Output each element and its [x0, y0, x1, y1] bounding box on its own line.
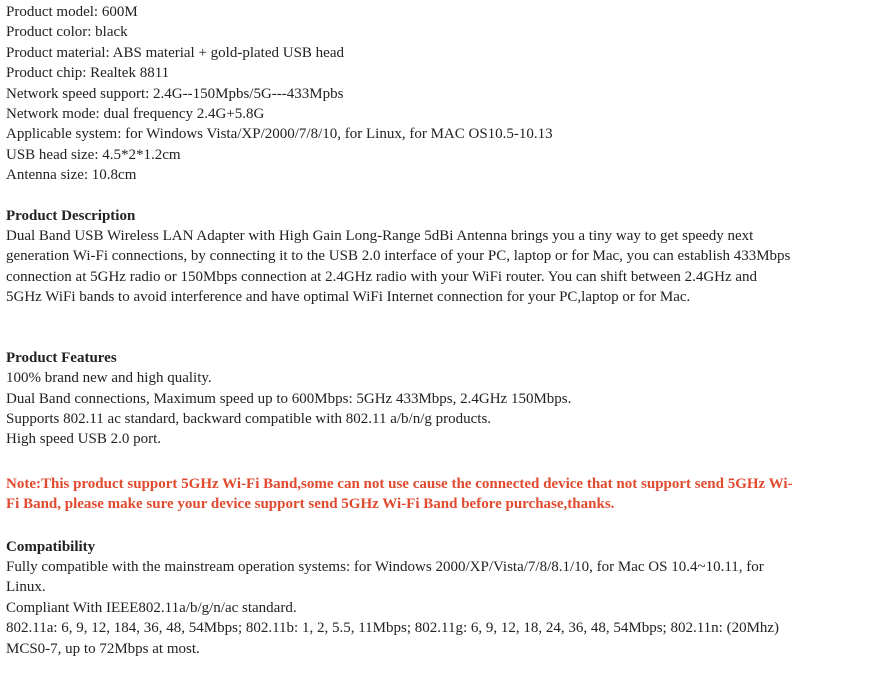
- spec-antenna-size: Antenna size: 10.8cm: [6, 167, 137, 184]
- feature-item: Dual Band connections, Maximum speed up to 600Mbps: 5GHz 433Mbps, 2.4GHz 150Mbps.: [6, 390, 572, 407]
- spec-chip: Product chip: Realtek 8811: [6, 65, 170, 82]
- spec-network-mode: Network mode: dual frequency 2.4G+5.8G: [6, 106, 265, 123]
- spec-usb-head-size: USB head size: 4.5*2*1.2cm: [6, 146, 181, 163]
- purchase-note: [6, 474, 881, 515]
- compatibility-section: [6, 537, 881, 659]
- feature-item: Supports 802.11 ac standard, backward compatible with 802.11 a/b/n/g products.: [6, 410, 492, 427]
- spec-model: Product model: 600M: [6, 4, 138, 20]
- description-line: Dual Band USB Wireless LAN Adapter with High Gain Long-Range 5dBi Antenna brings you a tiny way to get speedy next: [6, 228, 754, 245]
- spec-material: Product material: ABS material + gold-plated USB head: [6, 44, 344, 61]
- compatibility-line: Linux.: [6, 579, 46, 596]
- spec-list: [6, 2, 881, 186]
- feature-item: High speed USB 2.0 port.: [6, 431, 161, 448]
- description-line: 5GHz WiFi bands to avoid interference and have optimal WiFi Internet connection for your PC,laptop or for Mac.: [6, 289, 691, 306]
- note-line: Fi Band, please make sure your device support send 5GHz Wi-Fi Band before purchase,thanks.: [6, 496, 615, 513]
- product-features-heading: Product Features: [6, 349, 117, 366]
- description-line: connection at 5GHz radio or 150Mbps connection at 2.4GHz radio with your WiFi router. You can shift between 2.4GHz and: [6, 268, 758, 285]
- compatibility-line: Fully compatible with the mainstream operation systems: for Windows 2000/XP/Vista/7/8/8.1/10, for Mac OS 10.4~10.11, for: [6, 558, 764, 575]
- compatibility-line: Compliant With IEEE802.11a/b/g/n/ac standard.: [6, 599, 297, 616]
- product-description-heading: Product Description: [6, 207, 136, 224]
- compatibility-line: MCS0-7, up to 72Mbps at most.: [6, 640, 200, 657]
- description-line: generation Wi-Fi connections, by connecting it to the USB 2.0 interface of your PC, laptop or for Mac, you can establish 433Mbps: [6, 248, 791, 265]
- spec-network-speed: Network speed support: 2.4G--150Mpbs/5G---433Mpbs: [6, 85, 344, 102]
- spec-applicable-system: Applicable system: for Windows Vista/XP/2000/7/8/10, for Linux, for MAC OS10.5-10.13: [6, 126, 553, 143]
- feature-item: 100% brand new and high quality.: [6, 370, 212, 387]
- note-line: Note:This product support 5GHz Wi-Fi Band,some can not use cause the connected device that not support send 5GHz Wi-: [6, 475, 793, 492]
- spec-color: Product color: black: [6, 24, 128, 41]
- product-features-section: [6, 348, 881, 450]
- compatibility-line: 802.11a: 6, 9, 12, 184, 36, 48, 54Mbps; 802.11b: 1, 2, 5.5, 11Mbps; 802.11g: 6, 9, 12, 18, 24, 36, 48, 54Mbps; 802.11n: (20Mhz): [6, 620, 780, 637]
- product-description-section: [6, 206, 881, 308]
- compatibility-heading: Compatibility: [6, 538, 96, 555]
